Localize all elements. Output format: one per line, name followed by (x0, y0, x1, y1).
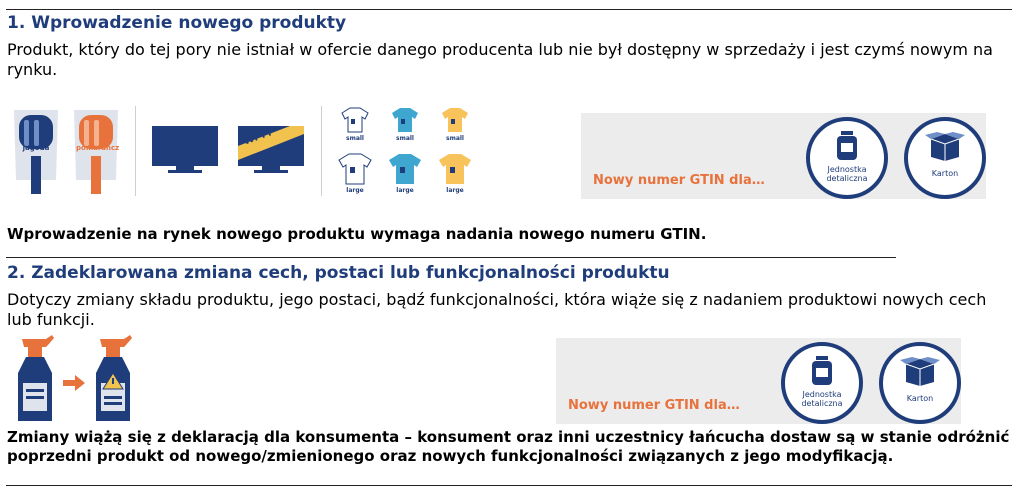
retail-unit-circle (806, 117, 888, 199)
size-label-small: small (346, 135, 364, 142)
carton-label: Karton (906, 394, 934, 403)
gtin-box (556, 338, 961, 424)
tshirt-white-large-icon (339, 154, 371, 184)
spray-bottle-icon (14, 333, 58, 425)
size-label-small: small (396, 135, 414, 142)
section2-description: Dotyczy zmiany składu produktu, jego postaci, bądź funkcjonalności, która wiąże się z nadaniem produktowi nowych cech lub funkcji. (7, 290, 987, 329)
tv-icon (152, 126, 218, 174)
wifi-label: Wi-Fi (241, 127, 273, 148)
jar-icon (811, 356, 833, 386)
tshirt-teal-small-icon (392, 108, 418, 132)
size-label-large: large (396, 187, 414, 194)
divider-2 (321, 106, 322, 196)
retail-unit-circle (781, 342, 863, 424)
carton-circle (879, 342, 961, 424)
retail-unit-label: Jednostka detaliczna (801, 390, 843, 408)
bottom-rule (6, 485, 1012, 486)
flavor-label-blueberry: jagoda (22, 144, 50, 152)
spray-bottle-warning-icon (92, 333, 136, 425)
gtin-label: Nowy numer GTIN dla… (593, 173, 765, 188)
retail-unit-label: Jednostka detaliczna (826, 165, 868, 183)
size-label-large: large (446, 187, 464, 194)
gtin-label: Nowy numer GTIN dla… (568, 398, 740, 413)
tshirt-yellow-small-icon (442, 108, 468, 132)
section2-title: 2. Zadeklarowana zmiana cech, postaci lub funkcjonalności produktu (7, 263, 670, 283)
size-label-large: large (346, 187, 364, 194)
carton-circle (904, 117, 986, 199)
arrow-right-icon (63, 375, 85, 391)
carton-box-icon (925, 131, 965, 161)
tshirt-white-small-icon (342, 108, 368, 132)
section1-conclusion: Wprowadzenie na rynek nowego produktu wymaga nadania nowego numeru GTIN. (7, 225, 707, 243)
section2-rule (6, 257, 896, 258)
jar-icon (836, 131, 858, 161)
gtin-box (581, 113, 986, 199)
carton-label: Karton (931, 169, 959, 178)
tshirt-teal-large-icon (389, 154, 421, 184)
tshirt-yellow-large-icon (439, 154, 471, 184)
section2-conclusion: Zmiany wiążą się z deklaracją dla konsumenta – konsument oraz inni uczestnicy łańcucha dostaw są w stanie odróżnić poprzedni produkt od nowego/zmienionego oraz nowych funkcjonalności związanych z jego modyfikacją. (7, 428, 1010, 465)
top-rule (6, 9, 1012, 10)
divider-1 (135, 106, 136, 196)
section1-title: 1. Wprowadzenie nowego produkty (7, 13, 347, 33)
section1-description: Produkt, który do tej pory nie istniał w ofercie danego producenta lub nie był dostępny w sprzedaży i jest czymś nowym na rynku. (7, 40, 993, 79)
flavor-label-orange: pomarańcz (76, 144, 120, 152)
carton-box-icon (900, 356, 940, 386)
size-label-small: small (446, 135, 464, 142)
